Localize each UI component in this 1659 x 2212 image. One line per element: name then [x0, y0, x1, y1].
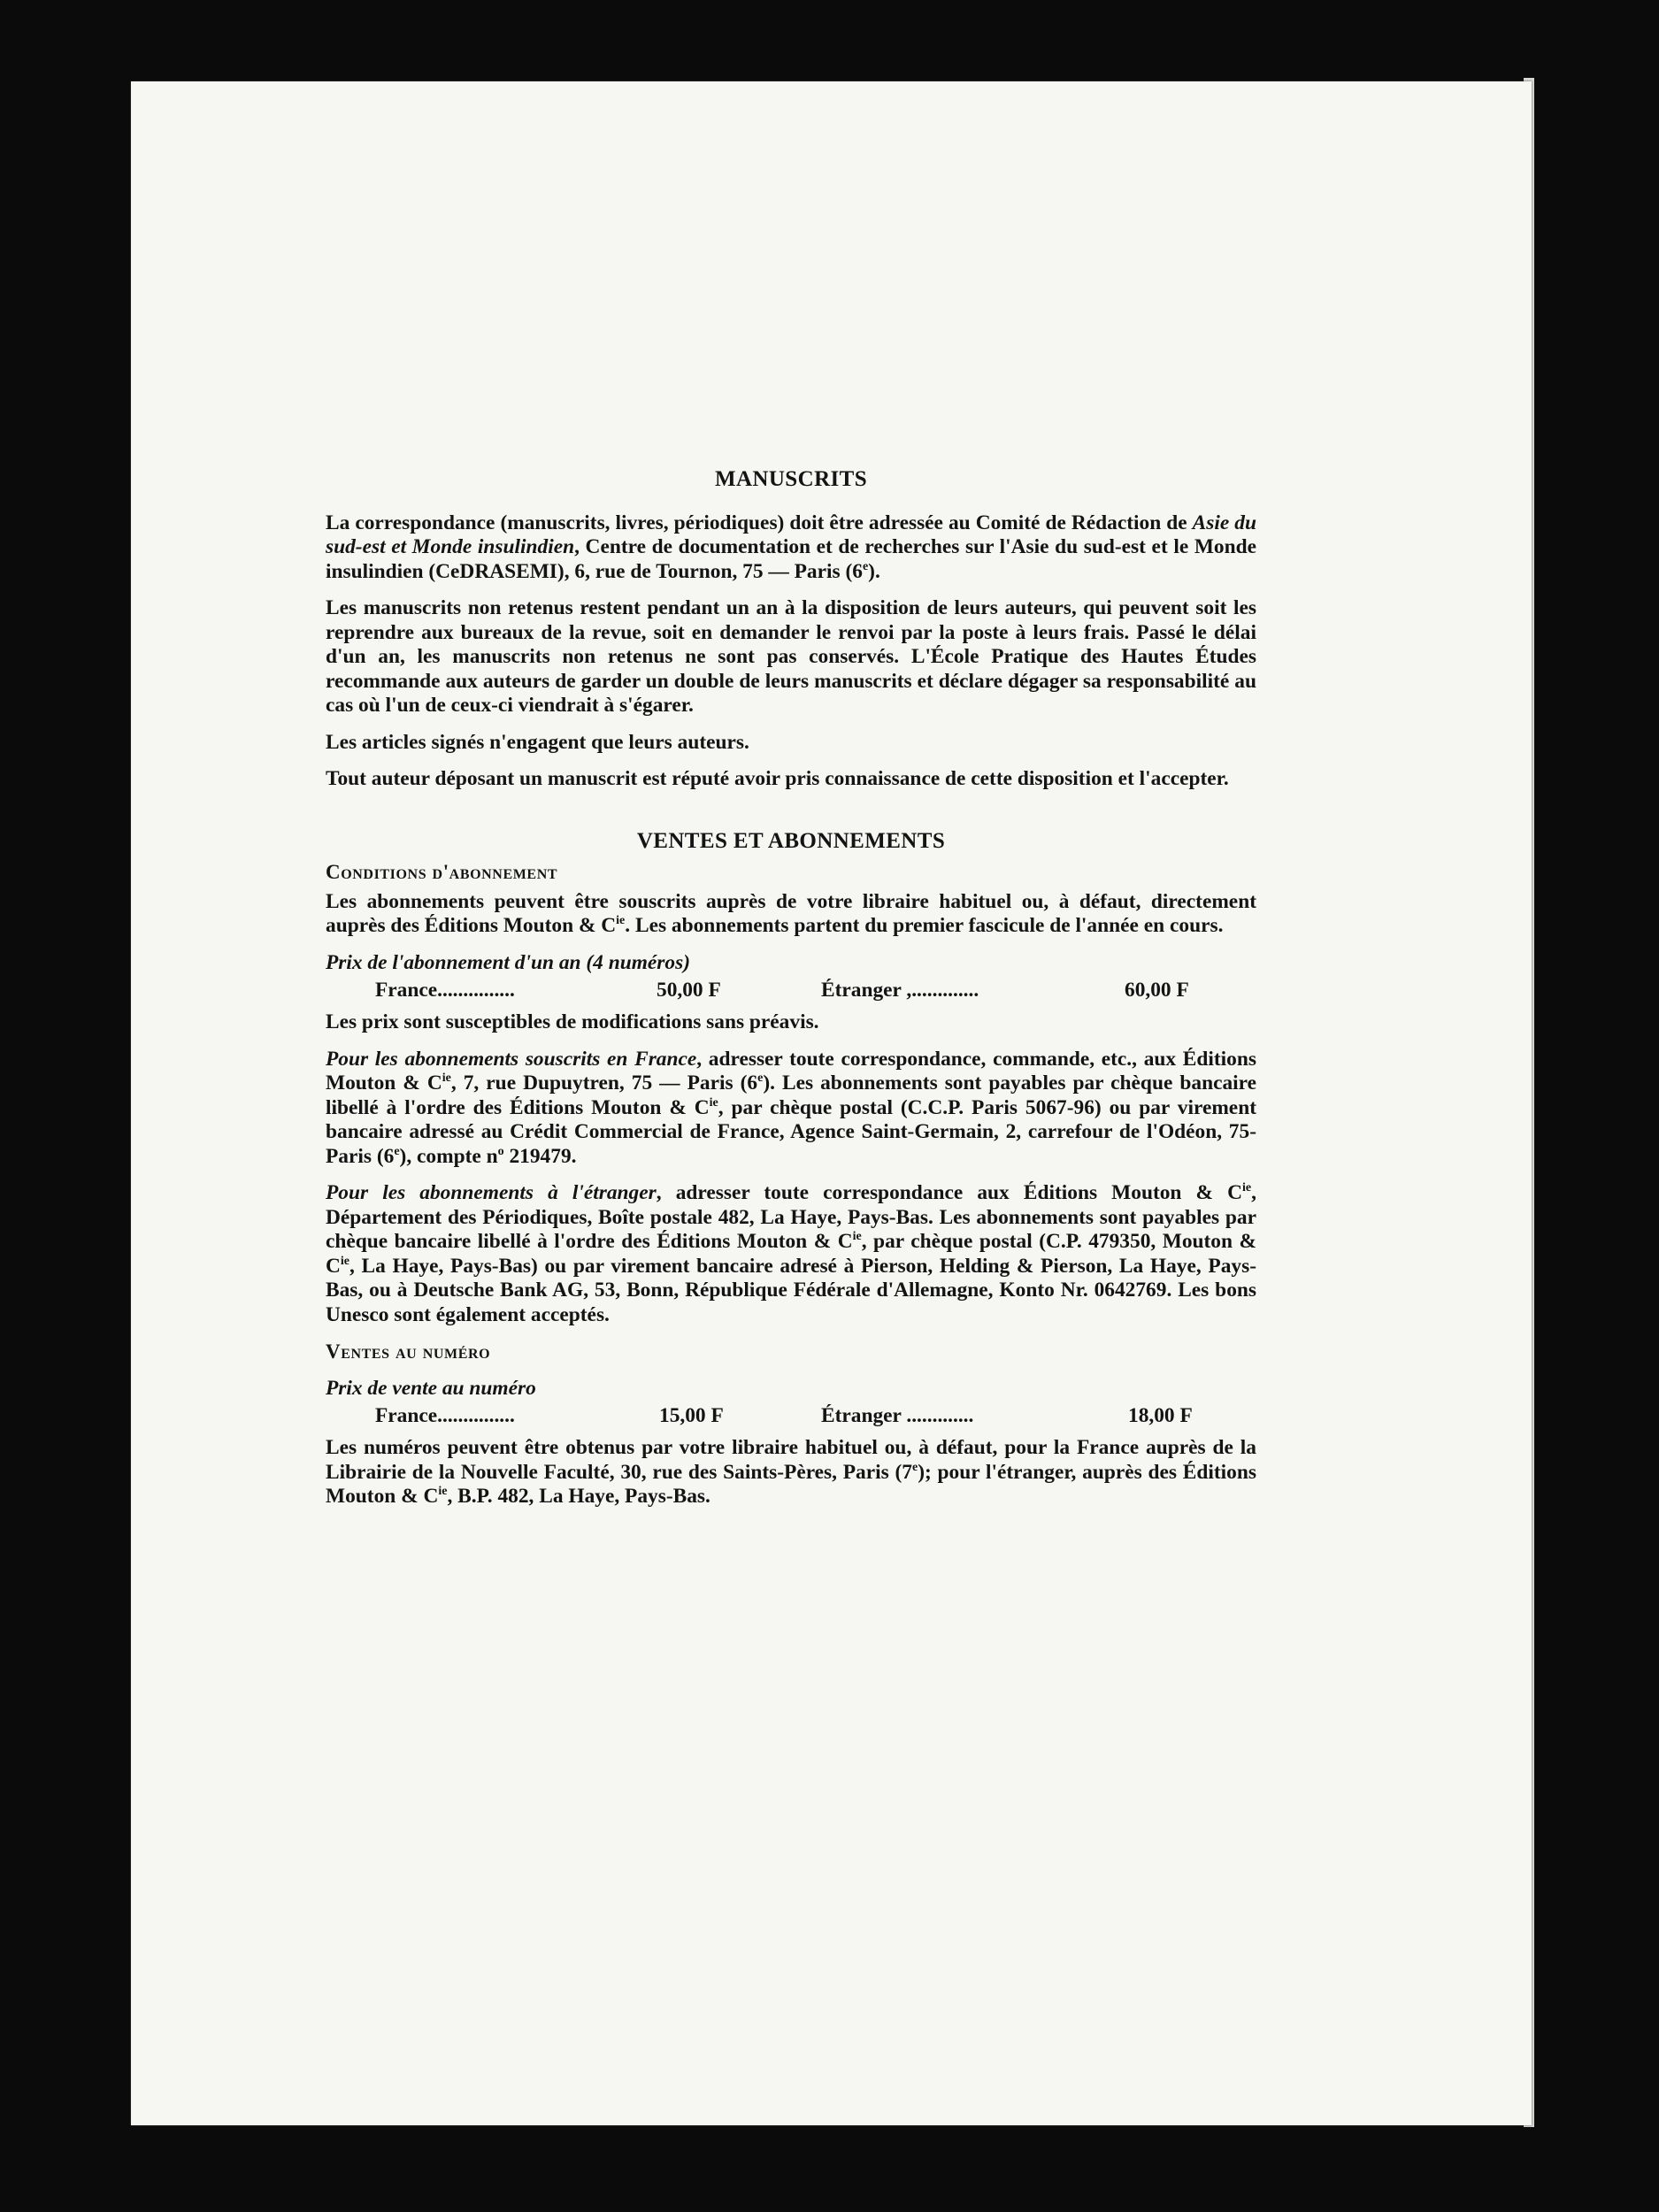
price-note: Les prix sont susceptibles de modifications sans préavis. [326, 1010, 819, 1033]
prix-numero-title: Prix de vente au numéro [326, 1376, 536, 1400]
abonnement-france-value: 50,00 F [657, 979, 721, 1002]
manuscrits-paragraph-1: La correspondance (manuscrits, livres, périodiques) doit être adressée au Comité de Rédaction de Asie du sud-est et Monde insulindien, Centre de documentation et de recherches sur l'Asie du sud-est et le Monde insulindien (CeDRASEMI), 6, rue de Tournon, 75 — Paris (6e). [326, 511, 1257, 583]
page-content [326, 467, 1256, 1522]
abonnement-price-row [326, 979, 1256, 1005]
conditions-paragraph: Les abonnements peuvent être souscrits auprès de votre libraire habituel ou, à défaut, directement auprès des Éditions Mouton & $C^{ie}$. Les abonnements partent du premier fascicule de l'année en cours. [326, 889, 1256, 937]
numero-price-row [326, 1404, 1256, 1431]
abonnement-etranger-value: 60,00 F [1125, 979, 1189, 1002]
numero-france-value: 15,00 F [659, 1404, 724, 1427]
ventes-heading: VENTES ET ABONNEMENTS [636, 828, 946, 853]
abonnement-etranger-label: Étranger ,............. [821, 979, 979, 1002]
prix-abonnement-title: Prix de l'abonnement d'un an (4 numéros) [326, 950, 690, 974]
france-paragraph: Pour les abonnements souscrits en France, adresser toute correspondance, commande, etc., aux Éditions Mouton & $C^{ie}$, 7, rue Dupuytren, 75 — Paris (6e). Les abonnements sont payables par chèque bancaire libellé à l'ordre des Éditions Mouton & $C^{ie}$, par chèque postal (C.C.P. Paris 5067-96) ou par virement bancaire adressé au Crédit Commercial de France, Agence Saint-Germain, 2, carrefour de l'Odéon, 75-Paris (6e), compte $n^o$ 219479. [326, 1047, 1256, 1168]
numero-heading: Ventes au numéro [326, 1340, 491, 1363]
numero-france-label: France............... [375, 1404, 515, 1427]
numero-etranger-value: 18,00 F [1128, 1404, 1193, 1427]
numero-etranger-label: Étranger ............. [821, 1404, 974, 1427]
manuscrits-heading: MANUSCRITS [714, 467, 868, 491]
final-paragraph: Les numéros peuvent être obtenus par votre libraire habituel ou, à défaut, pour la France auprès de la Librairie de la Nouvelle Faculté, 30, rue des Saints-Pères, Paris (7e); pour l'étranger, auprès des Éditions Mouton & $C^{ie}$, B.P. 482, La Haye, Pays-Bas. [326, 1436, 1256, 1508]
abonnement-france-label: France............... [375, 979, 515, 1002]
manuscrits-paragraph-3: Les articles signés n'engagent que leurs auteurs. [326, 730, 749, 754]
manuscrits-paragraph-2: Les manuscrits non retenus restent pendant un an à la disposition de leurs auteurs, qui peuvent soit les reprendre aux bureaux de la revue, soit en demander le renvoi par la poste à leurs frais. Passé le délai d'un an, les manuscrits non retenus ne sont pas conservés. L'École Pratique des Hautes Études recommande aux auteurs de garder un double de leurs manuscrits et déclare dégager sa responsabilité au cas où l'un de ceux-ci viendrait à s'égarer. [326, 596, 1256, 717]
conditions-heading: Conditions d'abonnement [326, 861, 558, 883]
manuscrits-paragraph-4: Tout auteur déposant un manuscrit est réputé avoir pris connaissance de cette disposition et l'accepter. [326, 767, 1229, 790]
etranger-paragraph: Pour les abonnements à l'étranger, adresser toute correspondance aux Éditions Mouton & $C^{ie}$, Département des Périodiques, Boîte postale 482, La Haye, Pays-Bas. Les abonnements sont payables par chèque bancaire libellé à l'ordre des Éditions Mouton & $C^{ie}$, par chèque postal (C.P. 479350, Mouton & $C^{ie}$, La Haye, Pays-Bas) ou par virement bancaire adresé à Pierson, Helding & Pierson, La Haye, Pays-Bas, ou à Deutsche Bank AG, 53, Bonn, République Fédérale d'Allemagne, Konto Nr. 0642769. Les bons Unesco sont également acceptés. [326, 1181, 1257, 1326]
